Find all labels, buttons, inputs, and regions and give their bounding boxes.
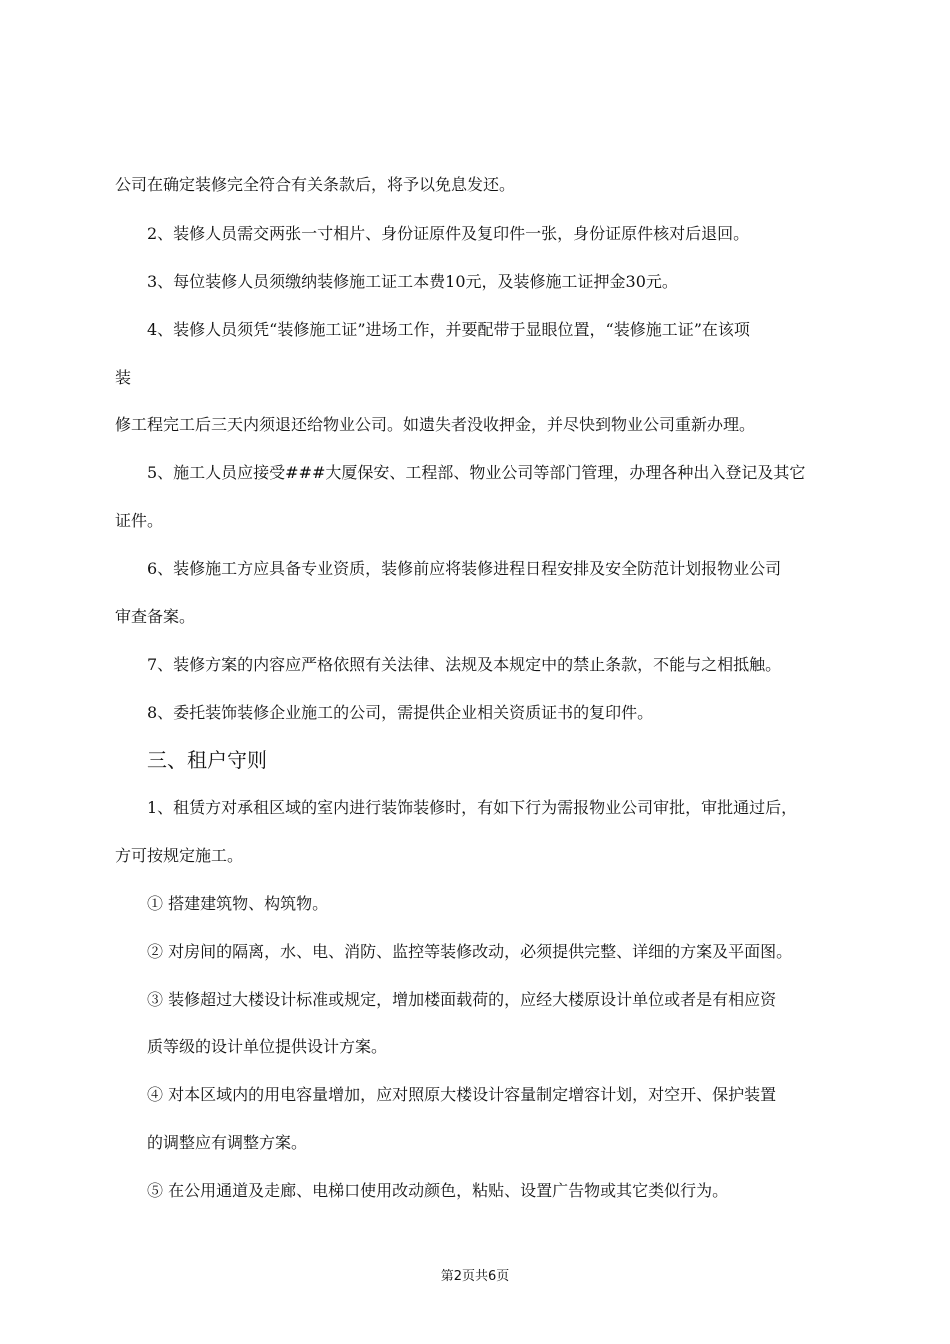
list-item-line: ② 对房间的隔离，水、电、消防、监控等装修改动，必须提供完整、详细的方案及平面图。 <box>147 942 793 961</box>
list-item-line: ④ 对本区域内的用电容量增加，应对照原大楼设计容量制定增容计划，对空开、保护装置 <box>147 1085 777 1104</box>
list-item-line: 的调整应有调整方案。 <box>147 1133 308 1152</box>
paragraph-line: 5、施工人员应接受###大厦保安、工程部、物业公司等部门管理，办理各种出入登记及其它 <box>147 463 806 482</box>
paragraph-line: 6、装修施工方应具备专业资质，装修前应将装修进程日程安排及安全防范计划报物业公司 <box>147 559 782 578</box>
paragraph-line: 公司在确定装修完全符合有关条款后，将予以免息发还。 <box>115 175 516 194</box>
list-item-line: ⑤ 在公用通道及走廊、电梯口使用改动颜色，粘贴、设置广告物或其它类似行为。 <box>147 1181 729 1200</box>
paragraph-line: 修工程完工后三天内须退还给物业公司。如遗失者没收押金，并尽快到物业公司重新办理。 <box>115 415 756 434</box>
paragraph-line: 方可按规定施工。 <box>115 846 244 865</box>
paragraph-line: 2、装修人员需交两张一寸相片、身份证原件及复印件一张，身份证原件核对后退回。 <box>147 224 750 243</box>
paragraph-line: 装 <box>115 368 132 387</box>
paragraph-line: 审查备案。 <box>115 607 196 626</box>
page-number-footer: 第2页共6页 <box>440 1269 510 1284</box>
paragraph-line: 1、租赁方对承租区域的室内进行装饰装修时，有如下行为需报物业公司审批，审批通过后， <box>147 798 798 817</box>
section-heading: 三、租户守则 <box>147 748 267 772</box>
paragraph-line: 证件。 <box>115 511 164 530</box>
list-item-line: ③ 装修超过大楼设计标准或规定，增加楼面载荷的，应经大楼原设计单位或者是有相应资 <box>147 990 777 1009</box>
paragraph-line: 3、每位装修人员须缴纳装修施工证工本费10元，及装修施工证押金30元。 <box>147 272 678 291</box>
paragraph-line: 4、装修人员须凭“装修施工证”进场工作，并要配带于显眼位置，“装修施工证”在该项 <box>147 320 750 339</box>
paragraph-line: 8、委托装饰装修企业施工的公司，需提供企业相关资质证书的复印件。 <box>147 703 654 722</box>
list-item-line: ① 搭建建筑物、构筑物。 <box>147 894 329 913</box>
list-item-line: 质等级的设计单位提供设计方案。 <box>147 1037 388 1056</box>
paragraph-line: 7、装修方案的内容应严格依照有关法律、法规及本规定中的禁止条款，不能与之相抵触。 <box>147 655 782 674</box>
